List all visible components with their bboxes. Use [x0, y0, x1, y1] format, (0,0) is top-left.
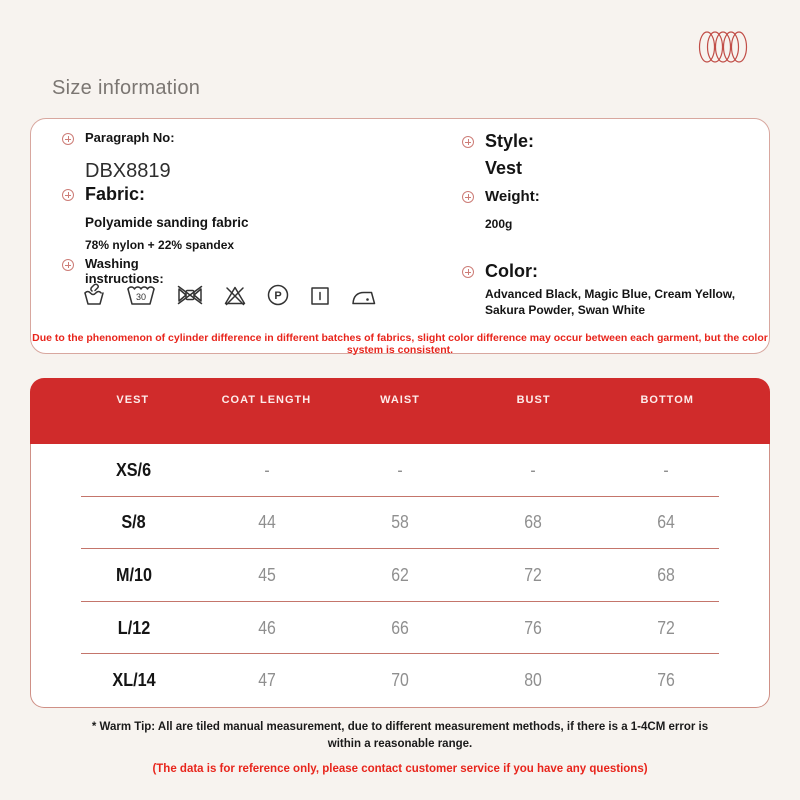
size-label: M/10 [115, 564, 152, 585]
plus-circle-icon [462, 136, 474, 148]
plus-circle-icon [62, 189, 74, 201]
bust-value: - [530, 459, 536, 480]
style-label: Style: [485, 131, 535, 151]
bust-value: 68 [524, 512, 543, 533]
fabric-value: Polyamide sanding fabric [85, 215, 249, 230]
size-label: L/12 [117, 617, 150, 638]
color-disclaimer: Due to the phenomenon of cylinder difference in different batches of fabrics, slight color difference may occur between each garment, but the color system is consistent. [32, 332, 768, 356]
waist-value: 62 [391, 564, 409, 585]
bottom-value: 68 [657, 564, 676, 585]
table-row [31, 549, 769, 602]
footer-notes [0, 719, 800, 775]
coil-rings-icon [698, 30, 748, 64]
waist-value: 58 [391, 512, 409, 533]
fabric-field [85, 185, 145, 205]
svg-text:P: P [274, 290, 282, 302]
page-title: Size information [52, 77, 201, 99]
column-header-bust: BUST [516, 394, 551, 406]
column-header-waist: WAIST [380, 394, 420, 406]
bust-value: 80 [524, 670, 543, 691]
svg-text:30: 30 [135, 292, 147, 302]
bust-value: 72 [524, 564, 543, 585]
weight-field [485, 189, 540, 206]
do-not-bleach-icon [224, 284, 246, 306]
warm-tip-text: * Warm Tip: All are tiled manual measurement, due to different measurement methods, if there is a 1-4CM error is within a reasonable range. [91, 721, 709, 751]
hand-wash-icon [83, 282, 105, 306]
weight-value: 200g [485, 217, 513, 231]
bottom-value: - [663, 459, 670, 480]
waist-value: 66 [391, 617, 409, 638]
plus-circle-icon [62, 259, 74, 271]
table-row [31, 497, 769, 550]
product-info-card [30, 118, 770, 354]
washing-label: Washing instructions: [85, 256, 164, 286]
dry-clean-p-icon [267, 284, 289, 306]
style-value: Vest [485, 158, 523, 178]
coat-length-value: 45 [257, 564, 276, 585]
table-row [31, 602, 769, 655]
coat-length-value: 44 [257, 512, 276, 533]
table-row [31, 444, 769, 497]
size-label: XS/6 [116, 459, 152, 480]
waist-value: - [397, 459, 403, 480]
do-not-wring-icon [177, 284, 203, 306]
paragraph-no-field [85, 131, 180, 146]
washing-icons-row [83, 282, 376, 306]
color-label: Color: [485, 261, 538, 281]
drip-dry-icon [310, 286, 330, 306]
bust-value: 76 [524, 617, 543, 638]
iron-icon [351, 284, 376, 306]
bottom-value: 72 [657, 617, 676, 638]
size-table-header [30, 378, 770, 444]
bottom-value: 64 [657, 512, 676, 533]
paragraph-no-label: Paragraph No: [85, 130, 175, 145]
coat-length-value: - [264, 459, 270, 480]
color-field [485, 262, 538, 282]
reference-note-text: (The data is for reference only, please contact customer service if you have any questions) [152, 762, 648, 775]
plus-circle-icon [462, 266, 474, 278]
fabric-label: Fabric: [85, 184, 146, 204]
coat-length-value: 47 [257, 670, 276, 691]
column-header-bottom: BOTTOM [640, 394, 694, 406]
style-field [485, 132, 534, 152]
size-table-body [30, 444, 770, 708]
plus-circle-icon [462, 191, 474, 203]
paragraph-no-value: DBX8819 [85, 160, 171, 182]
bottom-value: 76 [657, 670, 676, 691]
plus-circle-icon [62, 133, 74, 145]
size-label: XL/14 [111, 670, 156, 691]
waist-value: 70 [391, 670, 409, 691]
table-row [31, 654, 769, 707]
column-header-vest: VEST [116, 394, 150, 406]
column-header-coat-length: COAT LENGTH [221, 394, 312, 406]
size-label: S/8 [121, 512, 146, 533]
color-value: Advanced Black, Magic Blue, Cream Yellow, Sakura Powder, Swan White [485, 287, 736, 318]
wash-30-icon [126, 282, 156, 306]
coat-length-value: 46 [257, 617, 276, 638]
fabric-composition: 78% nylon + 22% spandex [85, 238, 235, 252]
weight-label: Weight: [485, 188, 540, 205]
